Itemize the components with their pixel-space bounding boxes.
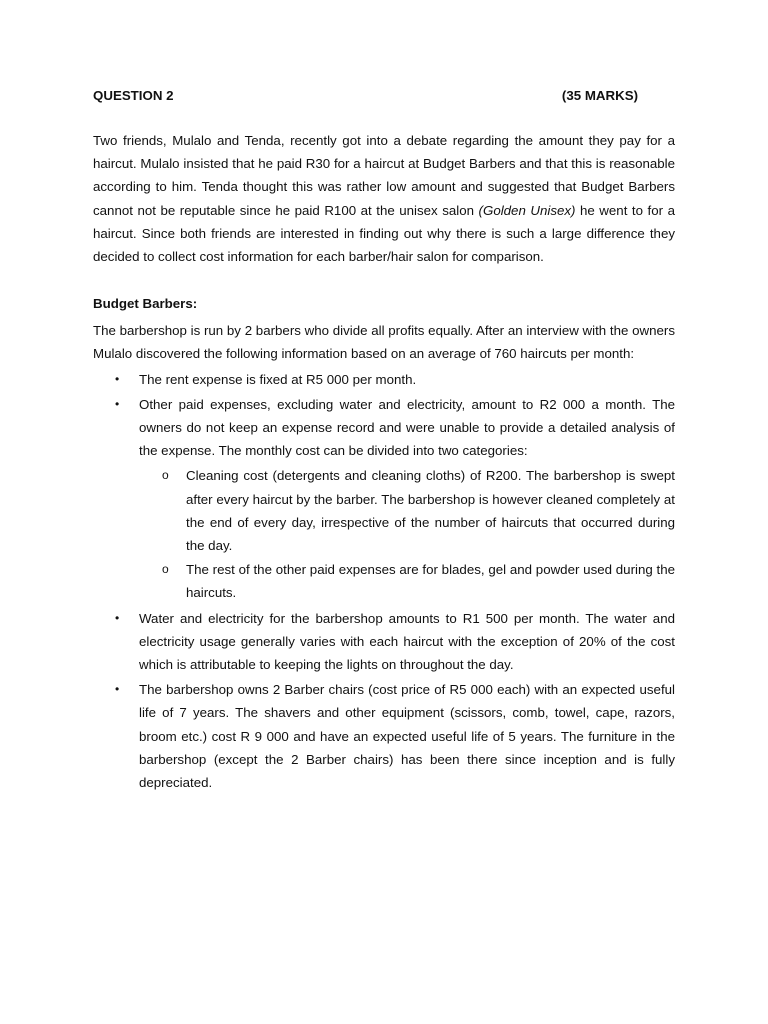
bullet-text: The barbershop owns 2 Barber chairs (cost price of R5 000 each) with an expected useful life of 7 years. The shavers and other equipment (scissors, comb, towel, cape, razors, broom etc.) cost R 9 000 and have an expected useful life of 5 years. The furniture in the barbershop (except the 2 Barber chairs) has been there since inception and is fully depreciated. (139, 682, 675, 791)
bullet-item-equipment (93, 678, 675, 794)
intro-text-1: Two friends, Mulalo and Tenda, recently got into a debate regarding the amount they pay for a haircut. Mulalo insisted that he paid R30 for a haircut at Budget Barbers and that this is reasonable according to him. Tenda thought this was rather low amount and suggested that Budget Barbers cannot not be reputable since he paid R100 at the unisex salon (93, 133, 675, 218)
bullet-item-other-expenses (93, 393, 675, 605)
budget-barbers-description: The barbershop is run by 2 barbers who divide all profits equally. After an interview with the owners Mulalo discovered the following information based on an average of 760 haircuts per month: (93, 323, 675, 362)
section-heading-budget-barbers: Budget Barbers: (93, 296, 198, 312)
circle-bullet-icon: o (162, 562, 169, 577)
bullet-icon: • (115, 396, 120, 411)
sub-bullet-text: The rest of the other paid expenses are for blades, gel and powder used during the haircuts. (186, 562, 675, 601)
bullet-text: The rent expense is fixed at R5 000 per month. (139, 371, 417, 387)
question-marks: (35 MARKS) (561, 88, 638, 103)
sub-bullet-list (139, 464, 675, 604)
intro-italic-salon: (Golden Unisex) (478, 202, 576, 218)
expense-bullet-list (93, 368, 675, 795)
sub-bullet-item-cleaning (139, 464, 675, 557)
intro-paragraph (93, 129, 675, 268)
intro-text-2: he went to for a haircut. Since both friends are interested in finding out why there is such a large difference they decided to collect cost information for each barber/hair salon for comparison. (93, 202, 675, 265)
bullet-icon: • (115, 610, 120, 625)
circle-bullet-icon: o (162, 468, 169, 483)
bullet-icon: • (115, 371, 120, 386)
question-header (93, 86, 675, 106)
sub-bullet-item-supplies (139, 558, 675, 604)
bullet-text: Water and electricity for the barbershop amounts to R1 500 per month. The water and electricity usage generally varies with each haircut with the exception of 20% of the cost which is attributable to keeping the lights on throughout the day. (139, 610, 675, 673)
question-title: QUESTION 2 (93, 88, 174, 103)
bullet-icon: • (115, 682, 120, 697)
bullet-item-rent (93, 368, 675, 391)
bullet-text: Other paid expenses, excluding water and electricity, amount to R2 000 a month. The owners do not keep an expense record and were unable to provide a detailed analysis of the expense. The monthly cost can be divided into two categories: (139, 396, 675, 459)
sub-bullet-text: Cleaning cost (detergents and cleaning cloths) of R200. The barbershop is swept after every haircut by the barber. The barbershop is however cleaned completely at the end of every day, irrespective of the number of haircuts that occurred during the day. (186, 468, 675, 554)
bullet-item-water-electricity (93, 607, 675, 677)
